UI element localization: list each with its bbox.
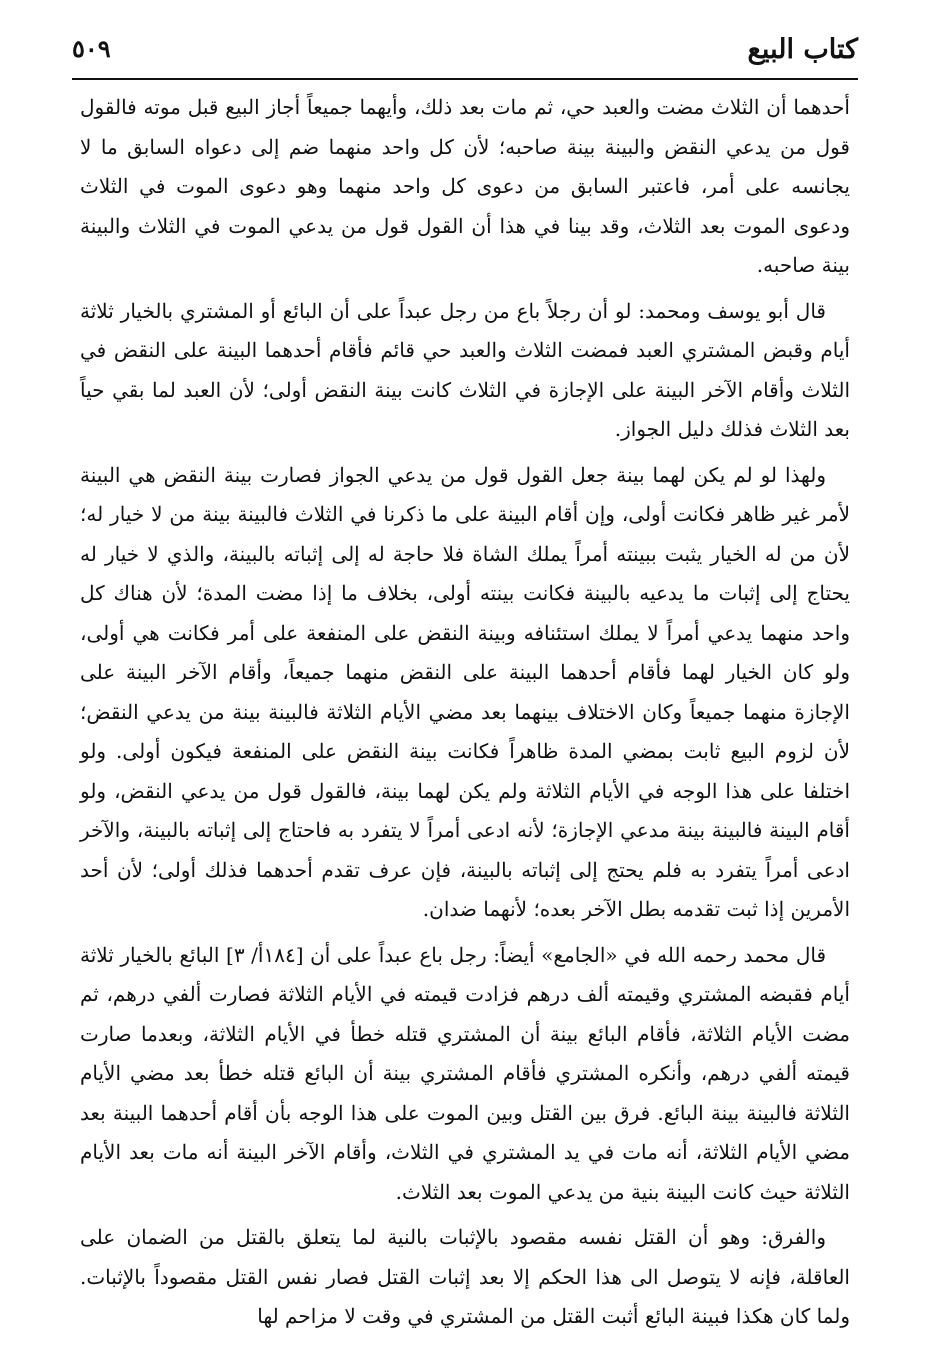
header-divider — [72, 78, 858, 80]
page-header — [72, 30, 858, 74]
paragraph-3: ولهذا لو لم يكن لهما بينة جعل القول قول من يدعي الجواز فصارت بينة النقض هي البينة لأمر غير ظاهر فكانت أولى، وإن أقام البينة على ما ذكرنا في الثلاث فالبينة بينة من لا خيار له؛ لأن من له الخيار يثبت ببينته أمراً يملك الشاة فلا حاجة له إلى إثباته بالبينة، والذي لا خيار له يحتاج إلى إثبات ما يدعيه بالبينة فكانت بينته أولى، بخلاف ما إذا مضت المدة؛ لأن هناك كل واحد منهما يدعي أمراً لا يملك استئنافه وبينة النقض على المنفعة على أمر فكانت هي أولى، ولو كان الخيار لهما فأقام أحدهما البينة على النقض منهما جميعاً، وأقام الآخر البينة على الإجازة منهما جميعاً وكان الاختلاف بينهما بعد مضي الأيام الثلاثة فالبينة بينة من يدعي النقض؛ لأن لزوم البيع ثابت بمضي المدة ظاهراً فكانت بينة النقض على المنفعة فيكون أولى. ولو اختلفا على هذا الوجه في الأيام الثلاثة ولم يكن لهما بينة، فالقول قول من يدعي النقض، ولو أقام البينة فالبينة بينة مدعي الإجازة؛ لأنه ادعى أمراً لا يتفرد به فاحتاج إلى إثباته بالبينة، والآخر ادعى أمراً يتفرد به فلم يحتج إلى إثباته بالبينة، فإن عرف تقدم أحدهما فذلك أولى؛ لأن أحد الأمرين إذا ثبت تقدمه بطل الآخر بعده؛ لأنهما ضدان. — [80, 462, 850, 921]
paragraph-4: قال محمد رحمه الله في «الجامع» أيضاً: رجل باع عبداً على أن [١٨٤أ/ ٣] البائع بالخيار ثلاثة أيام فقبضه المشتري وقيمته ألف درهم فزادت قيمته في الأيام الثلاثة فصارت ألفي درهم، ثم مضت الأيام الثلاثة، فأقام البائع بينة أن المشتري قتله خطأ في الأيام الثلاثة، وبعدما صارت قيمته ألفي درهم، وأنكره المشتري فأقام المشتري بينة أن البائع قتله خطأ بعد مضي الأيام الثلاثة فالبينة بينة البائع. فرق بين القتل وبين الموت على هذا الوجه بأن أقام أحدهما البينة بعد مضي الأيام الثلاثة، أنه مات في يد المشتري في الثلاث، وأقام الآخر البينة أنه مات بعد الأيام الثلاثة حيث كانت البينة بنية من يدعي الموت بعد الثلاث. — [80, 942, 850, 1204]
paragraph-2: قال أبو يوسف ومحمد: لو أن رجلاً باع من رجل عبداً على أن البائع أو المشتري بالخيار ثلاثة أيام وقبض المشتري العبد فمضت الثلاث والعبد حي قائم فأقام أحدهما البينة على النقض في الثلاث وأقام الآخر البينة على الإجازة في الثلاث كانت بينة النقض أولى؛ لأن العبد لما بقي حياً بعد الثلاث فذلك دليل الجواز. — [80, 298, 850, 441]
running-title: كتاب البيع — [747, 34, 858, 65]
paragraph-1: أحدهما أن الثلاث مضت والعبد حي، ثم مات بعد ذلك، وأيهما جميعاً أجاز البيع قبل موته فالقول قول من يدعي النقض والبينة بينة صاحبه؛ لأن كل واحد منهما ضم إلى دعواه السابق ما لا يجانسه على أمر، فاعتبر السابق من دعوى كل واحد منهما وهو دعوى الموت في الثلاث ودعوى الموت بعد الثلاث، وقد بينا في هذا أن القول قول من يدعي الموت في الثلاث والبينة بينة صاحبه. — [80, 95, 850, 277]
page-number: ٥٠٩ — [72, 34, 111, 63]
page-body — [80, 88, 850, 1343]
paragraph-5: والفرق: وهو أن القتل نفسه مقصود بالإثبات بالنية لما يتعلق بالقتل من الضمان على العاقلة، فإنه لا يتوصل الى هذا الحكم إلا بعد إثبات القتل فصار نفس القتل مقصوداً بالإثبات. ولما كان هكذا فبينة البائع أثبت القتل من المشتري في وقت لا مزاحم لها — [80, 1225, 850, 1328]
